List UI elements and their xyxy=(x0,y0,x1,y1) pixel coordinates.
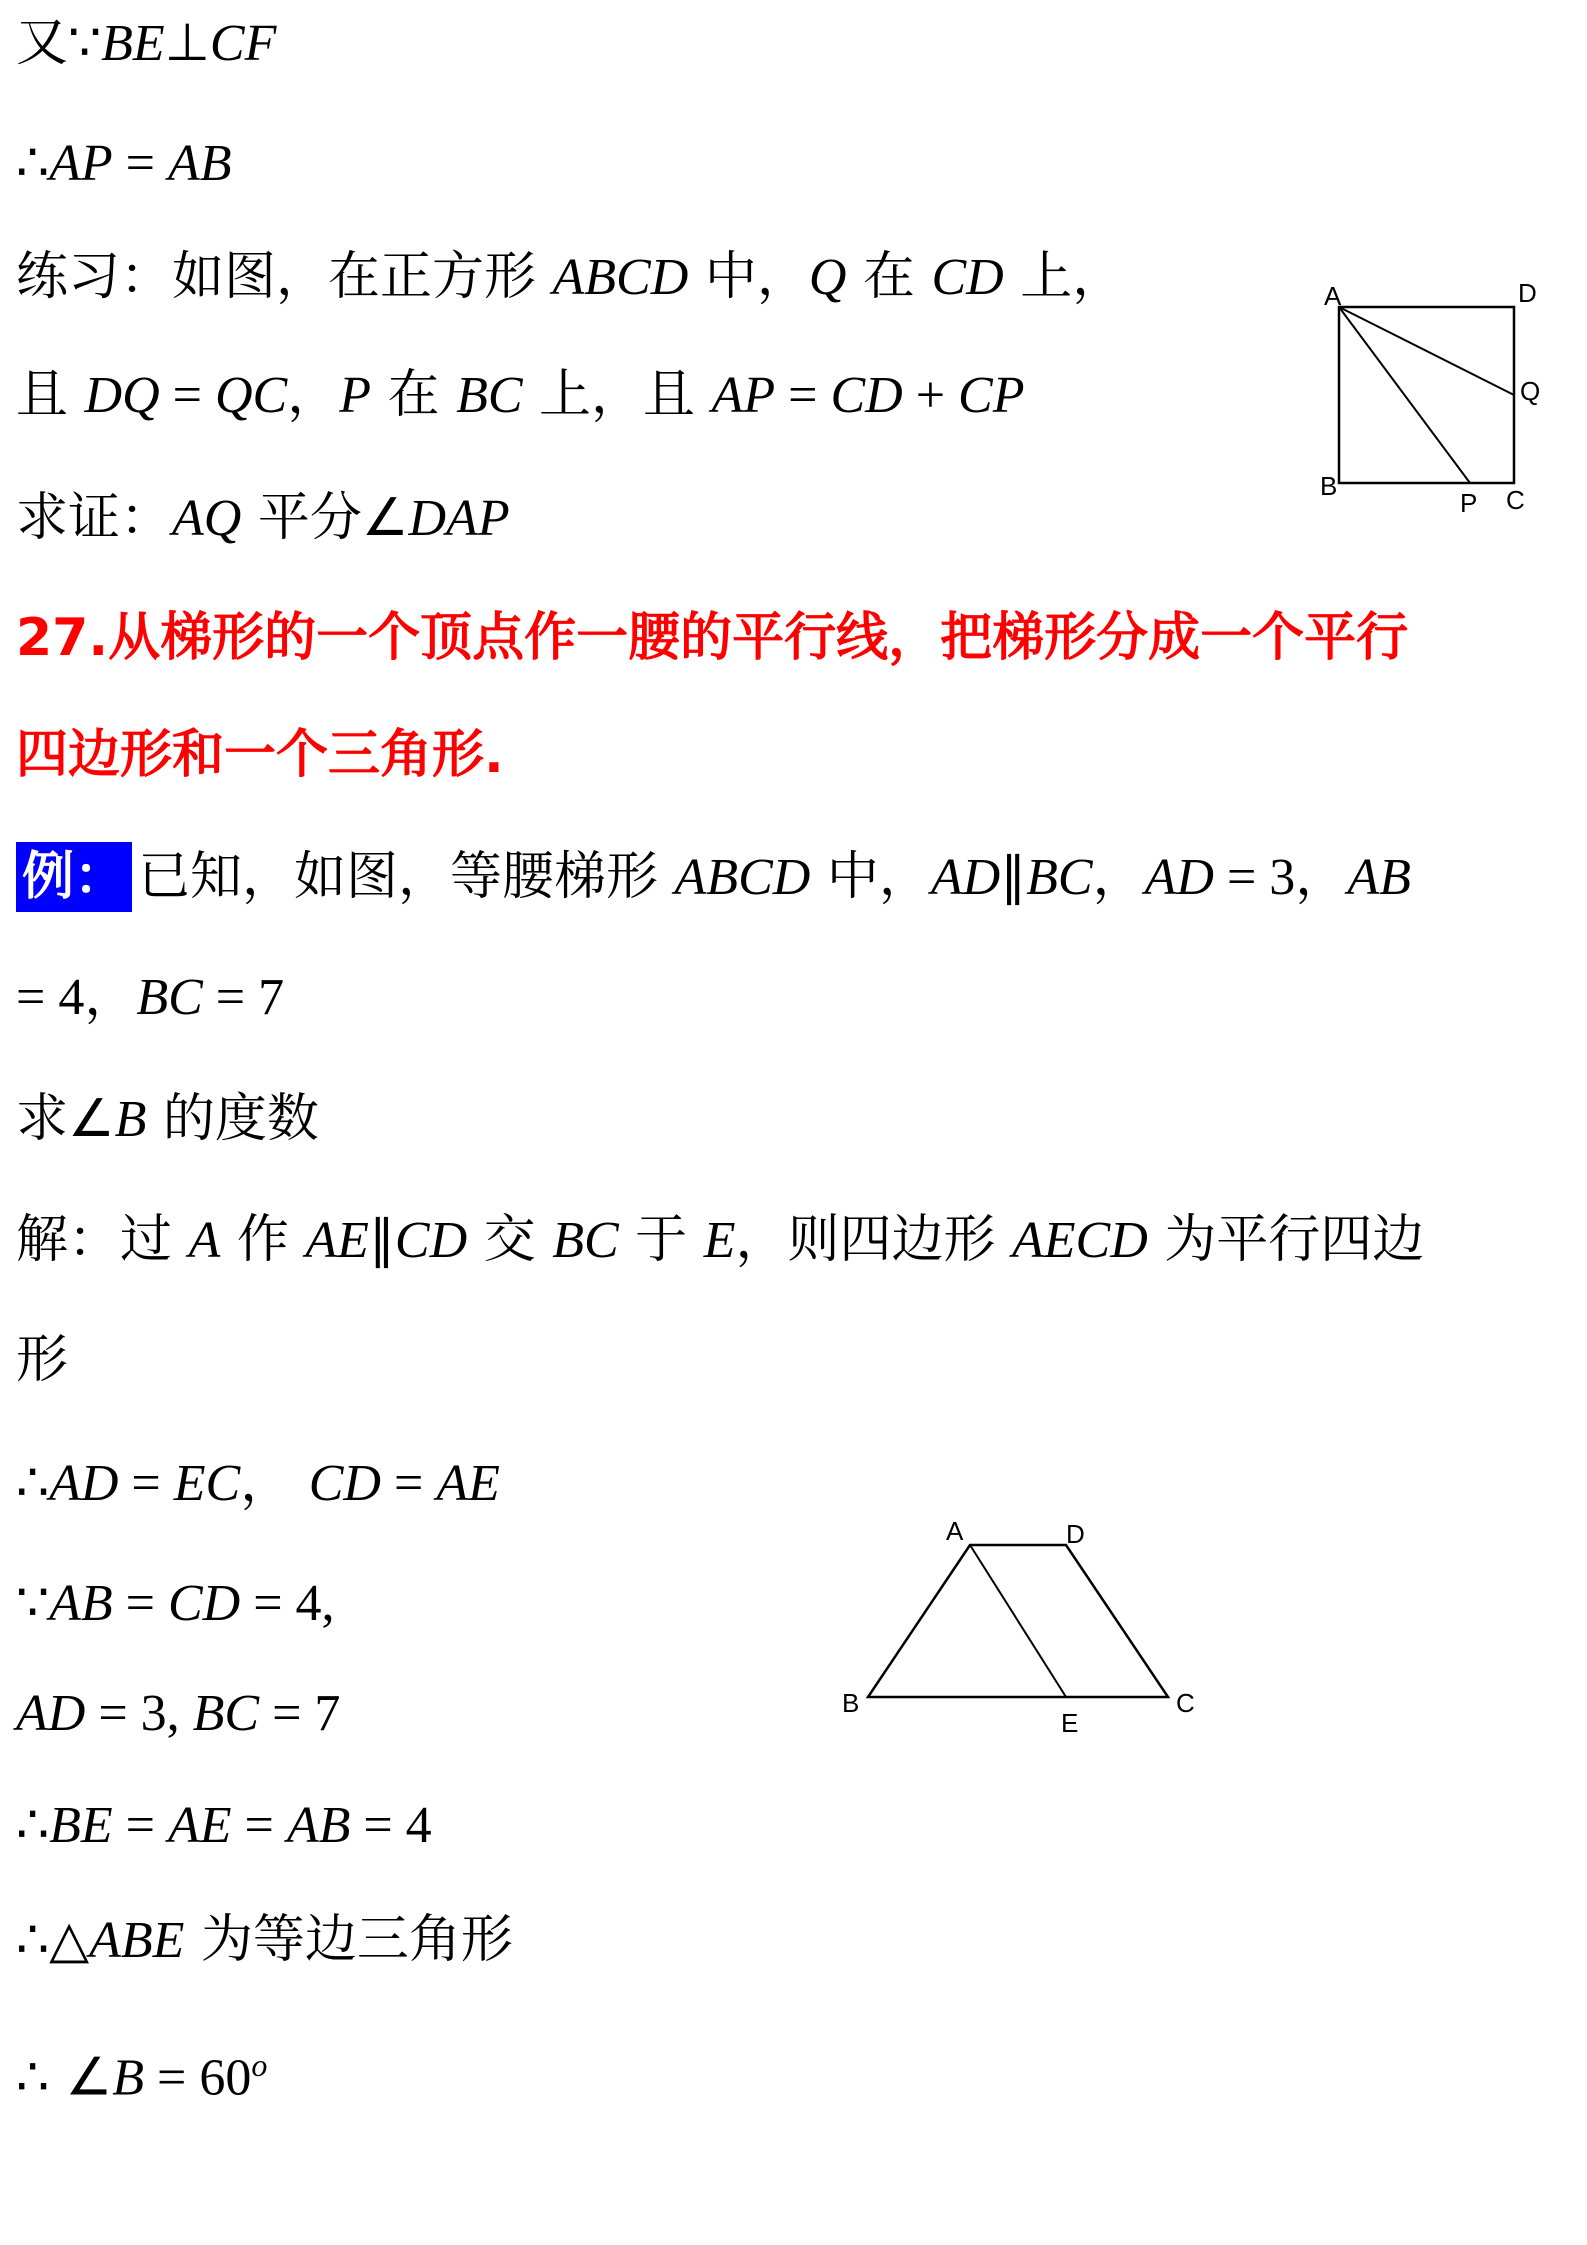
math-text: ABE xyxy=(89,1912,185,1969)
math-text: BE xyxy=(49,1797,113,1854)
line-1 xyxy=(16,8,276,79)
math-text: AD xyxy=(930,849,1001,906)
segment-aq xyxy=(1339,307,1514,395)
text-run: ∴ ∠ xyxy=(16,2047,113,2108)
text-run: = xyxy=(231,1797,287,1854)
text-run: 作 xyxy=(220,1210,306,1270)
line-17 xyxy=(16,1905,513,1976)
text-run: ∴ xyxy=(16,133,50,193)
label-c: C xyxy=(1506,485,1525,515)
math-text: ABCD xyxy=(552,249,689,306)
line-7 xyxy=(16,720,504,790)
text-run: ∴ xyxy=(16,1795,50,1855)
text-run: 交 xyxy=(467,1210,553,1270)
math-text: EC xyxy=(173,1455,241,1512)
math-text: AECD xyxy=(1012,1212,1148,1269)
text-run: = xyxy=(112,1797,168,1854)
line-11 xyxy=(16,1205,1424,1276)
text-run: = 3 xyxy=(1213,849,1296,906)
text-run: 27.从梯形的一个顶点作一腰的平行线，把梯形分成一个平行 xyxy=(16,608,1409,668)
math-text: AB xyxy=(167,135,232,192)
text-run: 的度数 xyxy=(146,1089,319,1149)
math-text: AE xyxy=(167,1797,232,1854)
label-p: P xyxy=(1460,488,1478,518)
math-text: AD xyxy=(1144,849,1214,906)
square-abcd xyxy=(1339,307,1514,483)
segment-ae xyxy=(970,1545,1066,1697)
math-text: B xyxy=(112,2049,144,2107)
line-6 xyxy=(16,603,1408,673)
text-run: ∥ xyxy=(368,1212,395,1269)
text-run: = 7 xyxy=(259,1685,341,1742)
label-d: D xyxy=(1066,1519,1085,1549)
line-8 xyxy=(16,842,1411,913)
label-a: A xyxy=(946,1516,964,1546)
label-c: C xyxy=(1176,1688,1195,1718)
line-13 xyxy=(16,1448,500,1519)
math-text: BC xyxy=(136,969,203,1026)
math-text: AQ xyxy=(172,490,242,547)
text-run: ⊥ xyxy=(164,15,210,72)
text-run: 已知，如图，等腰梯形 xyxy=(138,847,675,907)
math-text: DQ xyxy=(84,367,160,424)
math-text: B xyxy=(114,1091,147,1148)
math-text: AB xyxy=(286,1797,351,1854)
example-badge: 例： xyxy=(16,842,132,912)
text-run: = xyxy=(112,1575,168,1632)
text-run: 于 xyxy=(618,1210,704,1270)
text-run: ∴ xyxy=(16,1453,50,1513)
line-18 xyxy=(16,2030,267,2113)
math-text: QC xyxy=(214,367,288,424)
math-text: BC xyxy=(456,367,523,424)
line-12 xyxy=(16,1325,68,1395)
square-diagram xyxy=(1300,270,1560,520)
text-run: = 60 xyxy=(144,2049,252,2107)
text-run: 解：过 xyxy=(16,1210,189,1270)
math-text: DAP xyxy=(408,490,510,547)
label-a: A xyxy=(1324,281,1342,311)
text-run: = 4, xyxy=(240,1575,335,1632)
text-run: = 4 xyxy=(350,1797,432,1854)
text-run: ∵ xyxy=(16,1573,50,1633)
text-run: 且 xyxy=(16,365,85,425)
line-15 xyxy=(16,1678,340,1749)
trapezoid-diagram xyxy=(830,1510,1210,1750)
math-text: CD xyxy=(394,1212,468,1269)
text-run: ， xyxy=(1092,847,1145,907)
math-text: AD xyxy=(49,1455,119,1512)
line-16 xyxy=(16,1790,432,1861)
text-run: 上，且 xyxy=(522,365,712,425)
math-text: BC xyxy=(552,1212,619,1269)
text-run: 求∠ xyxy=(16,1089,115,1149)
math-text: BC xyxy=(192,1685,260,1742)
text-run: = 4 xyxy=(16,969,85,1026)
line-10 xyxy=(16,1084,319,1155)
math-text: AP xyxy=(711,367,776,424)
text-run: ∥ xyxy=(1000,849,1027,906)
math-text: AE xyxy=(305,1212,369,1269)
label-q: Q xyxy=(1520,376,1541,406)
math-text: BE xyxy=(101,15,165,72)
math-text: A xyxy=(188,1212,221,1269)
line-4 xyxy=(16,360,1024,431)
text-run: = 7 xyxy=(202,969,285,1026)
line-2 xyxy=(16,128,231,199)
text-run: 练习：如图，在正方形 xyxy=(16,247,553,307)
label-d: D xyxy=(1518,278,1537,308)
text-run: ， xyxy=(84,967,137,1027)
math-text: CF xyxy=(209,15,277,72)
math-text: Q xyxy=(808,249,847,306)
math-text: AE xyxy=(436,1455,500,1512)
text-run: = xyxy=(112,135,168,192)
text-run: 中， xyxy=(810,847,931,907)
math-text: ABCD xyxy=(674,849,811,906)
math-text: AB xyxy=(1347,849,1411,906)
math-text: CD xyxy=(931,249,1004,306)
text-run: ，则四边形 xyxy=(735,1210,1013,1270)
line-9 xyxy=(16,962,284,1033)
text-run: 上， xyxy=(1003,247,1125,307)
text-run: ， xyxy=(1295,847,1348,907)
label-b: B xyxy=(1320,471,1338,501)
text-run: 又∵ xyxy=(16,13,102,73)
math-text: BC xyxy=(1026,849,1093,906)
math-text: CD xyxy=(830,367,903,424)
math-text: CD xyxy=(167,1575,241,1632)
label-e: E xyxy=(1061,1708,1079,1738)
text-run: ， xyxy=(287,365,340,425)
line-14 xyxy=(16,1568,335,1639)
text-run: 四边形和一个三角形. xyxy=(16,725,504,785)
math-text: AP xyxy=(49,135,113,192)
math-text: o xyxy=(251,2047,268,2083)
math-text: CP xyxy=(958,367,1025,424)
segment-ap xyxy=(1339,307,1470,483)
text-run: ∴△ xyxy=(16,1910,90,1970)
text-run: = xyxy=(775,367,831,424)
text-run: 平分∠ xyxy=(241,488,409,548)
text-run: = xyxy=(380,1455,437,1512)
text-run: = xyxy=(159,367,215,424)
text-run: + xyxy=(902,367,959,424)
math-text: AD xyxy=(16,1685,86,1742)
text-run: 形 xyxy=(16,1330,69,1390)
math-text: P xyxy=(339,367,371,424)
line-3 xyxy=(16,242,1124,313)
text-run: 中， xyxy=(688,247,809,307)
text-run: 为等边三角形 xyxy=(184,1910,513,1970)
text-run: = 3, xyxy=(85,1685,193,1742)
label-b: B xyxy=(842,1688,860,1718)
math-text: AB xyxy=(49,1575,113,1632)
text-run: 在 xyxy=(846,247,932,307)
text-run: 为平行四边 xyxy=(1147,1210,1425,1270)
math-text: CD xyxy=(308,1455,381,1512)
text-run: 求证： xyxy=(16,488,173,548)
text-run: = xyxy=(118,1455,174,1512)
math-text: E xyxy=(703,1212,736,1269)
line-5 xyxy=(16,483,510,554)
text-run: ， xyxy=(240,1453,309,1513)
text-run: 在 xyxy=(371,365,457,425)
